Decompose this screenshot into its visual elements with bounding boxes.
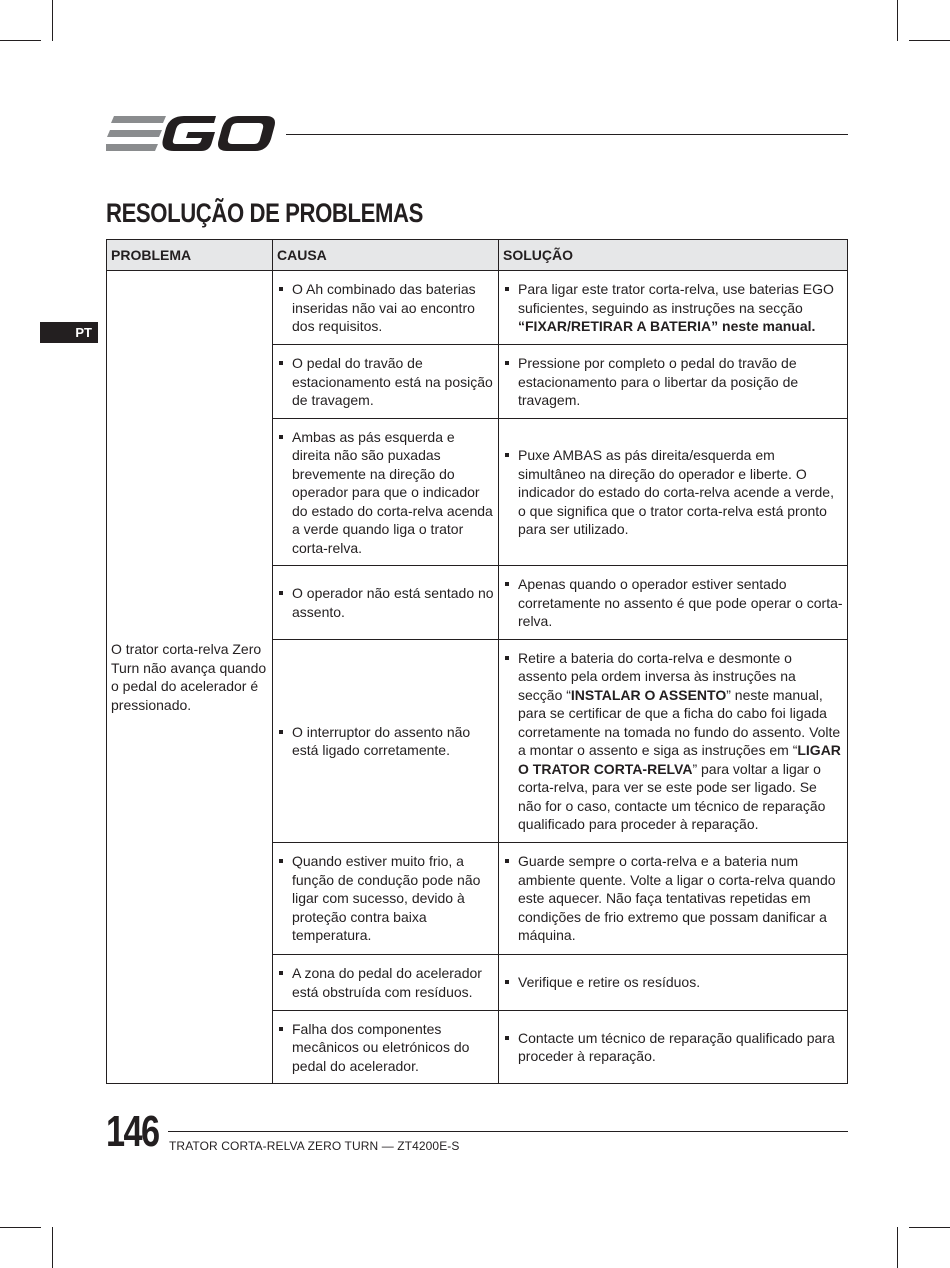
bullet-icon [279, 287, 283, 291]
bullet-icon [505, 582, 509, 586]
problem-cell: O trator corta-relva Zero Turn não avança quando o pedal do acelerador é pressionado. [107, 271, 273, 1084]
footer-text: TRATOR CORTA-RELVA ZERO TURN — ZT4200E-S [169, 1139, 460, 1153]
bullet-icon [279, 971, 283, 975]
solution-cell: Pressione por completo o pedal do travão de estacionamento para o libertar da posição de travagem. [499, 345, 847, 418]
section-title: RESOLUÇÃO DE PROBLEMAS [106, 198, 423, 228]
cause-cell: O Ah combinado das baterias inseridas não vai ao encontro dos requisitos. [273, 271, 498, 344]
language-tab: PT [40, 322, 98, 343]
bullet-icon [279, 1027, 283, 1031]
bullet-icon [505, 980, 509, 984]
cause-cell: O interruptor do assento não está ligado corretamente. [273, 714, 498, 768]
bullet-icon [279, 859, 283, 863]
bullet-icon [279, 591, 283, 595]
page-number: 146 [106, 1107, 159, 1156]
crop-mark [0, 1227, 41, 1228]
solution-cell: Contacte um técnico de reparação qualificado para proceder à reparação. [499, 1020, 847, 1074]
bullet-icon [505, 453, 509, 457]
solution-cell: Puxe AMBAS as pás direita/esquerda em simultâneo na direção do operador e liberte. O indicador do estado do corta-relva acende a verde, o que significa que o trator corta-relva está pronto para ser utilizado. [499, 437, 847, 547]
cause-cell: O operador não está sentado no assento. [273, 575, 498, 629]
header-cause: CAUSA [273, 240, 499, 271]
bullet-icon [279, 730, 283, 734]
solution-cell: Para ligar este trator corta-relva, use baterias EGO suficientes, seguindo as instruções na secção “FIXAR/RETIRAR A BATERIA” neste manual. [499, 271, 847, 344]
ego-logo [106, 114, 276, 154]
troubleshooting-table [106, 239, 848, 1084]
bullet-icon [505, 656, 509, 660]
header-solution: SOLUÇÃO [499, 240, 848, 271]
table-row [107, 271, 848, 345]
crop-mark [52, 1227, 53, 1268]
solution-cell: Guarde sempre o corta-relva e a bateria num ambiente quente. Volte a ligar o corta-relva quando este aquecer. Não faça tentativas repetidas em condições de frio extremo que possam danificar a máquina. [499, 843, 847, 953]
solution-cell: Retire a bateria do corta-relva e desmonte o assento pela ordem inversa às instruções na secção “INSTALAR O ASSENTO” neste manual, para se certificar de que a ficha do cabo foi ligada corretamente na tomada no fundo do assento. Volte a montar o assento e siga as instruções em “LIGAR O TRATOR CORTA-RELVA” para voltar a ligar o corta-relva, para ver se este pode ser ligado. Se não for o caso, contacte um técnico de reparação qualificado para proceder à reparação. [499, 640, 847, 842]
crop-mark [909, 40, 950, 41]
footer-rule [168, 1131, 848, 1132]
cause-cell: Quando estiver muito frio, a função de condução pode não ligar com sucesso, devido à proteção contra baixa temperatura. [273, 843, 498, 953]
crop-mark [897, 1227, 898, 1268]
solution-cell: Apenas quando o operador estiver sentado corretamente no assento é que pode operar o corta-relva. [499, 566, 847, 639]
cause-cell: A zona do pedal do acelerador está obstruída com resíduos. [273, 955, 498, 1009]
header-problem: PROBLEMA [107, 240, 273, 271]
solution-cell: Verifique e retire os resíduos. [499, 964, 847, 1000]
cause-cell: Falha dos componentes mecânicos ou eletrónicos do pedal do acelerador. [273, 1011, 498, 1084]
crop-mark [0, 40, 41, 41]
bullet-icon [505, 859, 509, 863]
bullet-icon [505, 1036, 509, 1040]
bullet-icon [505, 287, 509, 291]
bullet-icon [279, 435, 283, 439]
bullet-icon [505, 361, 509, 365]
crop-mark [909, 1227, 950, 1228]
table-header-row [107, 240, 848, 271]
crop-mark [52, 0, 53, 41]
bullet-icon [279, 361, 283, 365]
cause-cell: Ambas as pás esquerda e direita não são puxadas brevemente na direção do operador para que o indicador do estado do corta-relva acenda a verde quando liga o trator corta-relva. [273, 419, 498, 566]
crop-mark [897, 0, 898, 41]
cause-cell: O pedal do travão de estacionamento está na posição de travagem. [273, 345, 498, 418]
header-rule [286, 134, 848, 135]
